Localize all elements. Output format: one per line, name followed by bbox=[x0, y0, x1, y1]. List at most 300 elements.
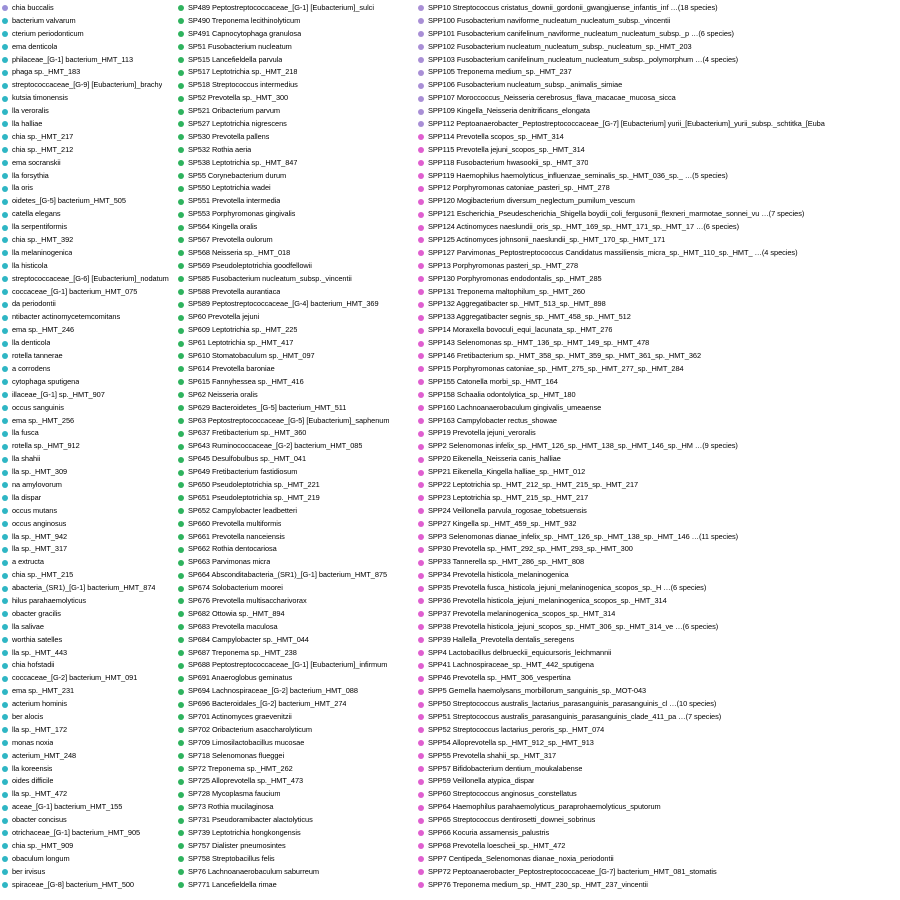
legend-item[interactable] bbox=[0, 131, 176, 144]
legend-item[interactable] bbox=[416, 750, 900, 763]
legend-item[interactable] bbox=[416, 15, 900, 28]
legend-item[interactable] bbox=[0, 724, 176, 737]
legend-item[interactable] bbox=[416, 711, 900, 724]
legend-item[interactable] bbox=[176, 763, 416, 776]
legend-item[interactable] bbox=[176, 363, 416, 376]
legend-item[interactable] bbox=[416, 724, 900, 737]
legend-item[interactable] bbox=[416, 827, 900, 840]
legend-item[interactable] bbox=[176, 208, 416, 221]
legend-marker-icon bbox=[2, 366, 8, 372]
legend-item[interactable] bbox=[0, 647, 176, 660]
legend-marker-icon bbox=[418, 818, 424, 824]
legend-marker-icon bbox=[418, 160, 424, 166]
legend-item[interactable] bbox=[0, 788, 176, 801]
legend-marker-icon bbox=[418, 379, 424, 385]
legend-item[interactable] bbox=[176, 337, 416, 350]
legend-item[interactable] bbox=[0, 814, 176, 827]
legend-item[interactable] bbox=[416, 801, 900, 814]
legend-item[interactable] bbox=[176, 634, 416, 647]
legend-item[interactable] bbox=[416, 672, 900, 685]
legend-marker-icon bbox=[2, 779, 8, 785]
legend-item[interactable] bbox=[416, 195, 900, 208]
legend-item-label: SP615 Fannyhessea sp._HMT_416 bbox=[188, 376, 304, 386]
legend-item[interactable] bbox=[176, 711, 416, 724]
legend-item[interactable] bbox=[0, 170, 176, 183]
legend-item[interactable] bbox=[0, 569, 176, 582]
legend-item[interactable] bbox=[416, 569, 900, 582]
legend-item-label: SPP115 Prevotella jejuni_scopos_sp._HMT_314 bbox=[428, 144, 585, 154]
legend-item[interactable] bbox=[0, 595, 176, 608]
legend-item[interactable] bbox=[176, 569, 416, 582]
legend-item[interactable] bbox=[176, 389, 416, 402]
legend-item[interactable] bbox=[0, 195, 176, 208]
legend-item-label: SPP38 Prevotella histicola_jejuni_scopos_sp._HMT_306_sp._HMT_314_ve …(6 species) bbox=[428, 621, 719, 631]
legend-item[interactable] bbox=[416, 556, 900, 569]
legend-marker-icon bbox=[418, 5, 424, 11]
legend-item[interactable] bbox=[416, 853, 900, 866]
legend-item-label: SP515 Lancefieldella parvula bbox=[188, 54, 283, 64]
legend-item-label: SPP37 Prevotella melaninogenica_scopos_sp._HMT_314 bbox=[428, 608, 616, 618]
legend-item[interactable] bbox=[416, 505, 900, 518]
legend-item[interactable] bbox=[416, 647, 900, 660]
legend-item[interactable] bbox=[176, 672, 416, 685]
legend-item[interactable] bbox=[176, 79, 416, 92]
legend-item[interactable] bbox=[416, 402, 900, 415]
legend-item[interactable] bbox=[0, 466, 176, 479]
legend-marker-icon bbox=[418, 173, 424, 179]
legend-marker-icon bbox=[418, 856, 424, 862]
legend-item[interactable] bbox=[0, 28, 176, 41]
legend-item[interactable] bbox=[176, 698, 416, 711]
legend-item[interactable] bbox=[176, 595, 416, 608]
legend-item[interactable] bbox=[176, 54, 416, 67]
legend-item-label: SPP107 Moroccoccus_Neisseria cerebrosus_flava_macacae_mucosa_sicca bbox=[428, 93, 676, 103]
legend-item[interactable] bbox=[416, 479, 900, 492]
legend-item[interactable] bbox=[176, 775, 416, 788]
legend-item-label: rotella tannerae bbox=[12, 351, 63, 361]
legend-item[interactable] bbox=[0, 737, 176, 750]
legend-item-label: a corrodens bbox=[12, 363, 51, 373]
legend-item[interactable] bbox=[0, 453, 176, 466]
legend-item-label: SP530 Prevotella pallens bbox=[188, 131, 270, 141]
legend-item[interactable] bbox=[0, 221, 176, 234]
legend-marker-icon bbox=[418, 83, 424, 89]
legend-item[interactable] bbox=[0, 621, 176, 634]
legend-item[interactable] bbox=[0, 711, 176, 724]
legend-item[interactable] bbox=[0, 775, 176, 788]
legend-item-label: SPP130 Porphyromonas endodontalis_sp._HMT_285 bbox=[428, 273, 602, 283]
legend-item[interactable] bbox=[416, 698, 900, 711]
legend-item[interactable] bbox=[416, 866, 900, 879]
legend-item[interactable] bbox=[0, 363, 176, 376]
legend-item[interactable] bbox=[416, 260, 900, 273]
legend-item[interactable] bbox=[176, 182, 416, 195]
legend-item[interactable] bbox=[176, 66, 416, 79]
legend-item-label: SP614 Prevotella baroniae bbox=[188, 363, 275, 373]
legend-item-label: coccaceae_[G-2] bacterium_HMT_091 bbox=[12, 673, 138, 683]
legend-item-label: SPP20 Eikenella_Neisseria canis_halliae bbox=[428, 454, 561, 464]
legend-item[interactable] bbox=[0, 234, 176, 247]
legend-item[interactable] bbox=[416, 582, 900, 595]
legend-item[interactable] bbox=[0, 66, 176, 79]
legend-item[interactable] bbox=[176, 105, 416, 118]
legend-item[interactable] bbox=[176, 41, 416, 54]
legend-item[interactable] bbox=[416, 286, 900, 299]
legend-item[interactable] bbox=[0, 273, 176, 286]
legend-item-label: lla histicola bbox=[12, 260, 48, 270]
legend-marker-icon bbox=[2, 637, 8, 643]
legend-item[interactable] bbox=[416, 659, 900, 672]
legend-item[interactable] bbox=[0, 286, 176, 299]
legend-item[interactable] bbox=[416, 118, 900, 131]
legend-item[interactable] bbox=[0, 298, 176, 311]
legend-item[interactable] bbox=[416, 415, 900, 428]
legend-item[interactable] bbox=[416, 531, 900, 544]
legend-item[interactable] bbox=[416, 92, 900, 105]
legend-item[interactable] bbox=[416, 298, 900, 311]
legend-item[interactable] bbox=[416, 518, 900, 531]
legend-item-label: SPP39 Hallella_Prevotella dentalis_seregens bbox=[428, 634, 575, 644]
legend-marker-icon bbox=[178, 650, 184, 656]
legend-marker-icon bbox=[418, 186, 424, 192]
legend-item-label: SP731 Pseudoramibacter alactolyticus bbox=[188, 815, 313, 825]
legend-item[interactable] bbox=[0, 518, 176, 531]
legend-item[interactable] bbox=[416, 234, 900, 247]
legend-marker-icon bbox=[418, 869, 424, 875]
legend-item[interactable] bbox=[416, 595, 900, 608]
legend-item[interactable] bbox=[176, 273, 416, 286]
legend-marker-icon bbox=[418, 431, 424, 437]
legend-item[interactable] bbox=[0, 840, 176, 853]
legend-item[interactable] bbox=[0, 376, 176, 389]
legend-item[interactable] bbox=[176, 427, 416, 440]
legend-marker-icon bbox=[178, 779, 184, 785]
legend-item[interactable] bbox=[0, 105, 176, 118]
legend-item[interactable] bbox=[416, 66, 900, 79]
legend-marker-icon bbox=[418, 392, 424, 398]
legend-marker-icon bbox=[178, 315, 184, 321]
legend-item[interactable] bbox=[416, 324, 900, 337]
legend-item[interactable] bbox=[0, 79, 176, 92]
legend-item-label: SPP119 Haemophilus haemolyticus_influenzae_seminalis_sp._HMT_036_sp._ …(5 species) bbox=[428, 170, 728, 180]
legend-item-label: SPP10 Streptococcus cristatus_downii_gordonii_gwangjuense_infantis_inf …(18 species) bbox=[428, 3, 718, 12]
legend-item[interactable] bbox=[0, 698, 176, 711]
legend-item[interactable] bbox=[176, 814, 416, 827]
legend-item[interactable] bbox=[416, 814, 900, 827]
legend-item[interactable] bbox=[416, 427, 900, 440]
legend-item-label: SPP5 Gemella haemolysans_morbillorum_sanguinis_sp._MOT-043 bbox=[428, 686, 647, 696]
legend-item[interactable] bbox=[176, 518, 416, 531]
legend-item[interactable] bbox=[416, 311, 900, 324]
legend-marker-icon bbox=[178, 766, 184, 772]
legend-item[interactable] bbox=[176, 582, 416, 595]
legend-marker-icon bbox=[2, 598, 8, 604]
legend-item[interactable] bbox=[0, 2, 176, 15]
legend-item[interactable] bbox=[416, 170, 900, 183]
legend-marker-icon bbox=[178, 830, 184, 836]
legend-marker-icon bbox=[418, 637, 424, 643]
legend-item[interactable] bbox=[176, 788, 416, 801]
legend-item[interactable] bbox=[176, 440, 416, 453]
legend-item[interactable] bbox=[176, 118, 416, 131]
legend-item[interactable] bbox=[0, 827, 176, 840]
legend-item-label: SP568 Neisseria sp._HMT_018 bbox=[188, 247, 291, 257]
legend-item[interactable] bbox=[416, 221, 900, 234]
legend-item[interactable] bbox=[176, 827, 416, 840]
legend-item[interactable] bbox=[0, 853, 176, 866]
legend-item[interactable] bbox=[416, 363, 900, 376]
legend-item-label: lla sp._HMT_317 bbox=[12, 544, 68, 554]
legend-item-label: worthia satelles bbox=[12, 634, 63, 644]
legend-marker-icon bbox=[2, 237, 8, 243]
legend-item-label: SP52 Prevotella sp._HMT_300 bbox=[188, 93, 289, 103]
legend-item-label: SPP23 Leptotrichia sp._HMT_215_sp._HMT_217 bbox=[428, 492, 589, 502]
legend-item[interactable] bbox=[176, 466, 416, 479]
legend-item[interactable] bbox=[176, 286, 416, 299]
legend-item[interactable] bbox=[0, 157, 176, 170]
legend-marker-icon bbox=[418, 109, 424, 115]
legend-item[interactable] bbox=[176, 298, 416, 311]
legend-item-label: SP585 Fusobacterium nucleatum_subsp._vincentii bbox=[188, 273, 352, 283]
legend-marker-icon bbox=[2, 83, 8, 89]
legend-item[interactable] bbox=[0, 543, 176, 556]
legend-marker-icon bbox=[418, 250, 424, 256]
legend-marker-icon bbox=[418, 328, 424, 334]
legend-item[interactable] bbox=[0, 440, 176, 453]
legend-item[interactable] bbox=[0, 866, 176, 879]
legend-item[interactable] bbox=[416, 350, 900, 363]
legend-item[interactable] bbox=[416, 28, 900, 41]
legend-item[interactable] bbox=[416, 775, 900, 788]
legend-item[interactable] bbox=[0, 427, 176, 440]
legend-item[interactable] bbox=[416, 608, 900, 621]
legend-item[interactable] bbox=[0, 402, 176, 415]
legend-item[interactable] bbox=[176, 853, 416, 866]
legend-item[interactable] bbox=[176, 376, 416, 389]
legend-item[interactable] bbox=[176, 415, 416, 428]
legend-item[interactable] bbox=[0, 247, 176, 260]
legend-item[interactable] bbox=[0, 350, 176, 363]
legend-item[interactable] bbox=[0, 92, 176, 105]
legend-marker-icon bbox=[2, 418, 8, 424]
legend-item[interactable] bbox=[0, 608, 176, 621]
legend-marker-icon bbox=[178, 57, 184, 63]
legend-item[interactable] bbox=[176, 543, 416, 556]
legend-item[interactable] bbox=[0, 415, 176, 428]
legend-item[interactable] bbox=[0, 54, 176, 67]
legend-item-label: obacter concisus bbox=[12, 815, 67, 825]
legend-marker-icon bbox=[2, 147, 8, 153]
legend-item[interactable] bbox=[176, 92, 416, 105]
legend-item[interactable] bbox=[176, 724, 416, 737]
legend-item[interactable] bbox=[176, 737, 416, 750]
legend-marker-icon bbox=[418, 560, 424, 566]
legend-item[interactable] bbox=[416, 737, 900, 750]
legend-item[interactable] bbox=[416, 685, 900, 698]
legend-item[interactable] bbox=[176, 195, 416, 208]
legend-item[interactable] bbox=[0, 479, 176, 492]
legend-item-label: SP61 Leptotrichia sp._HMT_417 bbox=[188, 338, 294, 348]
legend-marker-icon bbox=[418, 470, 424, 476]
legend-item[interactable] bbox=[416, 208, 900, 221]
legend-item[interactable] bbox=[416, 440, 900, 453]
legend-item[interactable] bbox=[0, 659, 176, 672]
legend-item[interactable] bbox=[176, 28, 416, 41]
legend-item[interactable] bbox=[416, 466, 900, 479]
legend-item[interactable] bbox=[416, 247, 900, 260]
legend-item[interactable] bbox=[416, 453, 900, 466]
legend-item[interactable] bbox=[0, 311, 176, 324]
legend-item[interactable] bbox=[416, 879, 900, 892]
legend-item[interactable] bbox=[176, 131, 416, 144]
legend-item-label: lla salivae bbox=[12, 621, 44, 631]
legend-item[interactable] bbox=[176, 402, 416, 415]
legend-item[interactable] bbox=[176, 879, 416, 892]
legend-item[interactable] bbox=[416, 41, 900, 54]
legend-item[interactable] bbox=[176, 866, 416, 879]
legend-item-label: SP682 Ottowia sp._HMT_894 bbox=[188, 608, 285, 618]
legend-item[interactable] bbox=[176, 659, 416, 672]
legend-item-label: SP76 Lachnoanaerobaculum saburreum bbox=[188, 866, 320, 876]
legend-item-label: chia sp._HMT_217 bbox=[12, 131, 74, 141]
legend-item[interactable] bbox=[176, 556, 416, 569]
legend-item[interactable] bbox=[176, 801, 416, 814]
legend-item[interactable] bbox=[416, 376, 900, 389]
legend-item[interactable] bbox=[176, 234, 416, 247]
legend-item[interactable] bbox=[176, 144, 416, 157]
legend-item-label: SPP64 Haemophilus parahaemolyticus_paraprohaemolyticus_sputorum bbox=[428, 802, 661, 812]
legend-item[interactable] bbox=[176, 531, 416, 544]
legend-item[interactable] bbox=[176, 750, 416, 763]
legend-item[interactable] bbox=[176, 492, 416, 505]
legend-item[interactable] bbox=[0, 634, 176, 647]
legend-item[interactable] bbox=[0, 208, 176, 221]
legend-item[interactable] bbox=[0, 337, 176, 350]
legend-marker-icon bbox=[2, 444, 8, 450]
legend-item[interactable] bbox=[0, 685, 176, 698]
legend-item[interactable] bbox=[416, 105, 900, 118]
legend-item[interactable] bbox=[416, 621, 900, 634]
legend-item[interactable] bbox=[176, 221, 416, 234]
legend-item-label: SP55 Corynebacterium durum bbox=[188, 170, 287, 180]
legend-item[interactable] bbox=[416, 2, 900, 15]
legend-marker-icon bbox=[178, 328, 184, 334]
legend-marker-icon bbox=[178, 482, 184, 488]
legend-marker-icon bbox=[178, 83, 184, 89]
legend-item[interactable] bbox=[176, 2, 416, 15]
legend-item[interactable] bbox=[416, 79, 900, 92]
legend-item[interactable] bbox=[0, 41, 176, 54]
legend-marker-icon bbox=[418, 482, 424, 488]
legend-item[interactable] bbox=[416, 273, 900, 286]
legend-item-label: SPP3 Selenomonas dianae_infelix_sp._HMT_126_sp._HMT_138_sp._HMT_146 …(11 species) bbox=[428, 531, 739, 541]
legend-item[interactable] bbox=[0, 505, 176, 518]
legend-item-label: lla oris bbox=[12, 183, 33, 193]
legend-item[interactable] bbox=[0, 118, 176, 131]
legend-item[interactable] bbox=[416, 389, 900, 402]
legend-item[interactable] bbox=[176, 311, 416, 324]
legend-item[interactable] bbox=[176, 260, 416, 273]
legend-item-label: SP72 Treponema sp._HMT_262 bbox=[188, 763, 293, 773]
legend-item[interactable] bbox=[0, 672, 176, 685]
legend-item[interactable] bbox=[0, 492, 176, 505]
legend-item[interactable] bbox=[176, 840, 416, 853]
legend-item[interactable] bbox=[416, 840, 900, 853]
legend-item[interactable] bbox=[176, 647, 416, 660]
legend-item[interactable] bbox=[416, 763, 900, 776]
legend-marker-icon bbox=[418, 302, 424, 308]
legend-item-label: SP62 Neisseria oralis bbox=[188, 389, 258, 399]
legend-item[interactable] bbox=[176, 505, 416, 518]
legend-item[interactable] bbox=[416, 144, 900, 157]
legend-item-label: ber irvisus bbox=[12, 866, 46, 876]
legend-item[interactable] bbox=[176, 350, 416, 363]
legend-item[interactable] bbox=[0, 801, 176, 814]
legend-marker-icon bbox=[418, 96, 424, 102]
legend-item[interactable] bbox=[176, 15, 416, 28]
legend-item[interactable] bbox=[176, 453, 416, 466]
legend-item[interactable] bbox=[416, 543, 900, 556]
legend-item-label: SPP109 Kingella_Neisseria denitrificans_elongata bbox=[428, 106, 590, 116]
legend-item[interactable] bbox=[176, 157, 416, 170]
legend-item[interactable] bbox=[0, 182, 176, 195]
legend-marker-icon bbox=[178, 353, 184, 359]
legend-item-label: illaceae_[G-1] sp._HMT_907 bbox=[12, 389, 105, 399]
legend-item[interactable] bbox=[176, 685, 416, 698]
legend-item[interactable] bbox=[416, 182, 900, 195]
legend-item-label: SPP57 Bifidobacterium dentium_moukalabense bbox=[428, 763, 583, 773]
legend-item[interactable] bbox=[416, 634, 900, 647]
legend-item-label: SP489 Peptostreptococcaceae_[G-1] [Eubacterium]_sulci bbox=[188, 3, 374, 12]
legend-marker-icon bbox=[178, 96, 184, 102]
legend-item[interactable] bbox=[0, 750, 176, 763]
legend-item[interactable] bbox=[0, 15, 176, 28]
legend-item[interactable] bbox=[176, 170, 416, 183]
legend-item-label: SPP59 Veillonella atypica_dispar bbox=[428, 776, 535, 786]
legend-item[interactable] bbox=[0, 531, 176, 544]
legend-item-label: lla shahii bbox=[12, 454, 41, 464]
legend-item[interactable] bbox=[416, 54, 900, 67]
legend-item[interactable] bbox=[416, 337, 900, 350]
legend-item[interactable] bbox=[176, 608, 416, 621]
legend-item[interactable] bbox=[176, 247, 416, 260]
legend-item[interactable] bbox=[416, 492, 900, 505]
legend-item-label: SP532 Rothia aeria bbox=[188, 144, 252, 154]
legend-marker-icon bbox=[418, 663, 424, 669]
legend-item[interactable] bbox=[416, 788, 900, 801]
legend-item[interactable] bbox=[0, 879, 176, 892]
legend-item[interactable] bbox=[0, 763, 176, 776]
legend-item[interactable] bbox=[416, 157, 900, 170]
legend-item[interactable] bbox=[0, 144, 176, 157]
legend-item[interactable] bbox=[0, 260, 176, 273]
legend-item-label: SP683 Prevotella maculosa bbox=[188, 621, 278, 631]
legend-item-label: SP538 Leptotrichia sp._HMT_847 bbox=[188, 157, 298, 167]
legend-item-label: chia sp._HMT_212 bbox=[12, 144, 74, 154]
legend-marker-icon bbox=[178, 431, 184, 437]
legend-item[interactable] bbox=[0, 582, 176, 595]
legend-item[interactable] bbox=[0, 389, 176, 402]
legend-item-label: SP718 Selenomonas flueggei bbox=[188, 750, 285, 760]
legend-marker-icon bbox=[178, 379, 184, 385]
legend-item[interactable] bbox=[176, 324, 416, 337]
legend-item[interactable] bbox=[176, 621, 416, 634]
legend-item[interactable] bbox=[0, 324, 176, 337]
legend-item[interactable] bbox=[0, 556, 176, 569]
legend-item[interactable] bbox=[176, 479, 416, 492]
legend-item[interactable] bbox=[416, 131, 900, 144]
legend-marker-icon bbox=[178, 392, 184, 398]
